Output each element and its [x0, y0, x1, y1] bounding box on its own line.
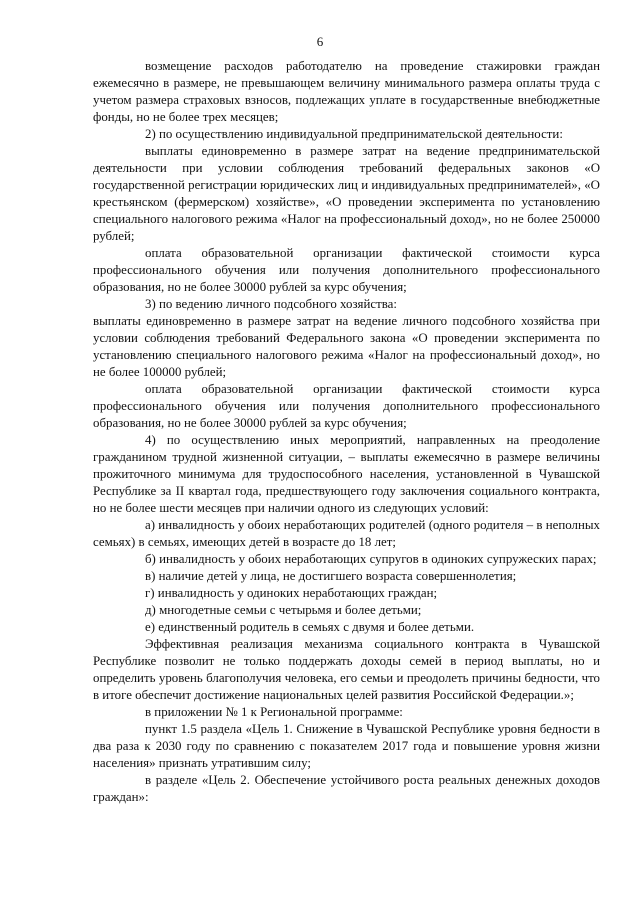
paragraph-household-heading: 3) по ведению личного подсобного хозяйства: [145, 297, 397, 311]
condition-item-b: б) инвалидность у обоих неработающих супругов в одиноких супружеских парах; [145, 552, 597, 566]
condition-item-g: г) инвалидность у одиноких неработающих граждан; [145, 586, 438, 600]
body-text [93, 58, 600, 806]
paragraph-effective-implementation: Эффективная реализация механизма социального контракта в Чувашской Республике позволит не только поддержать доходы семей в период выплаты, но и определить уровень благополучия человека, его семьи и преодолеть причины бедности, что в итоге обеспечит достижение национальных целей развития Российской Федерации.»; [93, 637, 600, 702]
paragraph-goal-1: пункт 1.5 раздела «Цель 1. Снижение в Чувашской Республике уровня бедности в два раза к 2030 году по сравнению с показателем 2017 года и повышение уровня жизни населения» признать утратившим силу; [93, 722, 600, 770]
paragraph-stipend-compensation: возмещение расходов работодателю на проведение стажировки граждан ежемесячно в размере, не превышающем величину минимального размера оплаты труда с учетом размера страховых взносов, подлежащих уплате в государственные внебюджетные фонды, но не более трех месяцев; [93, 59, 600, 124]
condition-item-a: а) инвалидность у обоих неработающих родителей (одного родителя – в неполных семьях) в семьях, имеющих детей в возрасте до 18 лет; [93, 518, 600, 549]
paragraph-entrepreneurship-training: оплата образовательной организации фактической стоимости курса профессионального обучения или получения дополнительного профессионального образования, но не более 30000 рублей за курс обучения; [93, 246, 600, 294]
paragraph-household-payments: выплаты единовременно в размере затрат на ведение личного подсобного хозяйства при условии соблюдения требований Федерального закона «О проведении эксперимента по установлению специального налогового режима «Налог на профессиональный доход», но не более 100000 рублей; [93, 314, 600, 379]
condition-item-d: д) многодетные семьи с четырьмя и более детьми; [145, 603, 422, 617]
paragraph-goal-2: в разделе «Цель 2. Обеспечение устойчивого роста реальных денежных доходов граждан»: [93, 773, 600, 804]
paragraph-entrepreneurship-heading: 2) по осуществлению индивидуальной предпринимательской деятельности: [145, 127, 563, 141]
paragraph-appendix-1: в приложении № 1 к Региональной программе: [145, 705, 403, 719]
paragraph-other-measures: 4) по осуществлению иных мероприятий, направленных на преодоление гражданином трудной жизненной ситуации, – выплаты ежемесячно в размере величины прожиточного минимума для трудоспособного населения, установленной в Чувашской Республике за II квартал года, предшествующего году заключения социального контракта, но не более шести месяцев при наличии одного из следующих условий: [93, 433, 600, 515]
paragraph-entrepreneurship-payments: выплаты единовременно в размере затрат на ведение предпринимательской деятельности при условии соблюдения требований федеральных законов «О государственной регистрации юридических лиц и индивидуальных предпринимателей», «О крестьянском (фермерском) хозяйстве», «О проведении эксперимента по установлению специального налогового режима «Налог на профессиональный доход», но не более 250000 рублей; [93, 144, 600, 243]
condition-item-v: в) наличие детей у лица, не достигшего возраста совершеннолетия; [145, 569, 517, 583]
paragraph-household-training: оплата образовательной организации фактической стоимости курса профессионального обучения или получения дополнительного профессионального образования, но не более 30000 рублей за курс обучения; [93, 382, 600, 430]
condition-item-e: е) единственный родитель в семьях с двумя и более детьми. [145, 620, 475, 634]
page-number: 6 [316, 34, 324, 49]
